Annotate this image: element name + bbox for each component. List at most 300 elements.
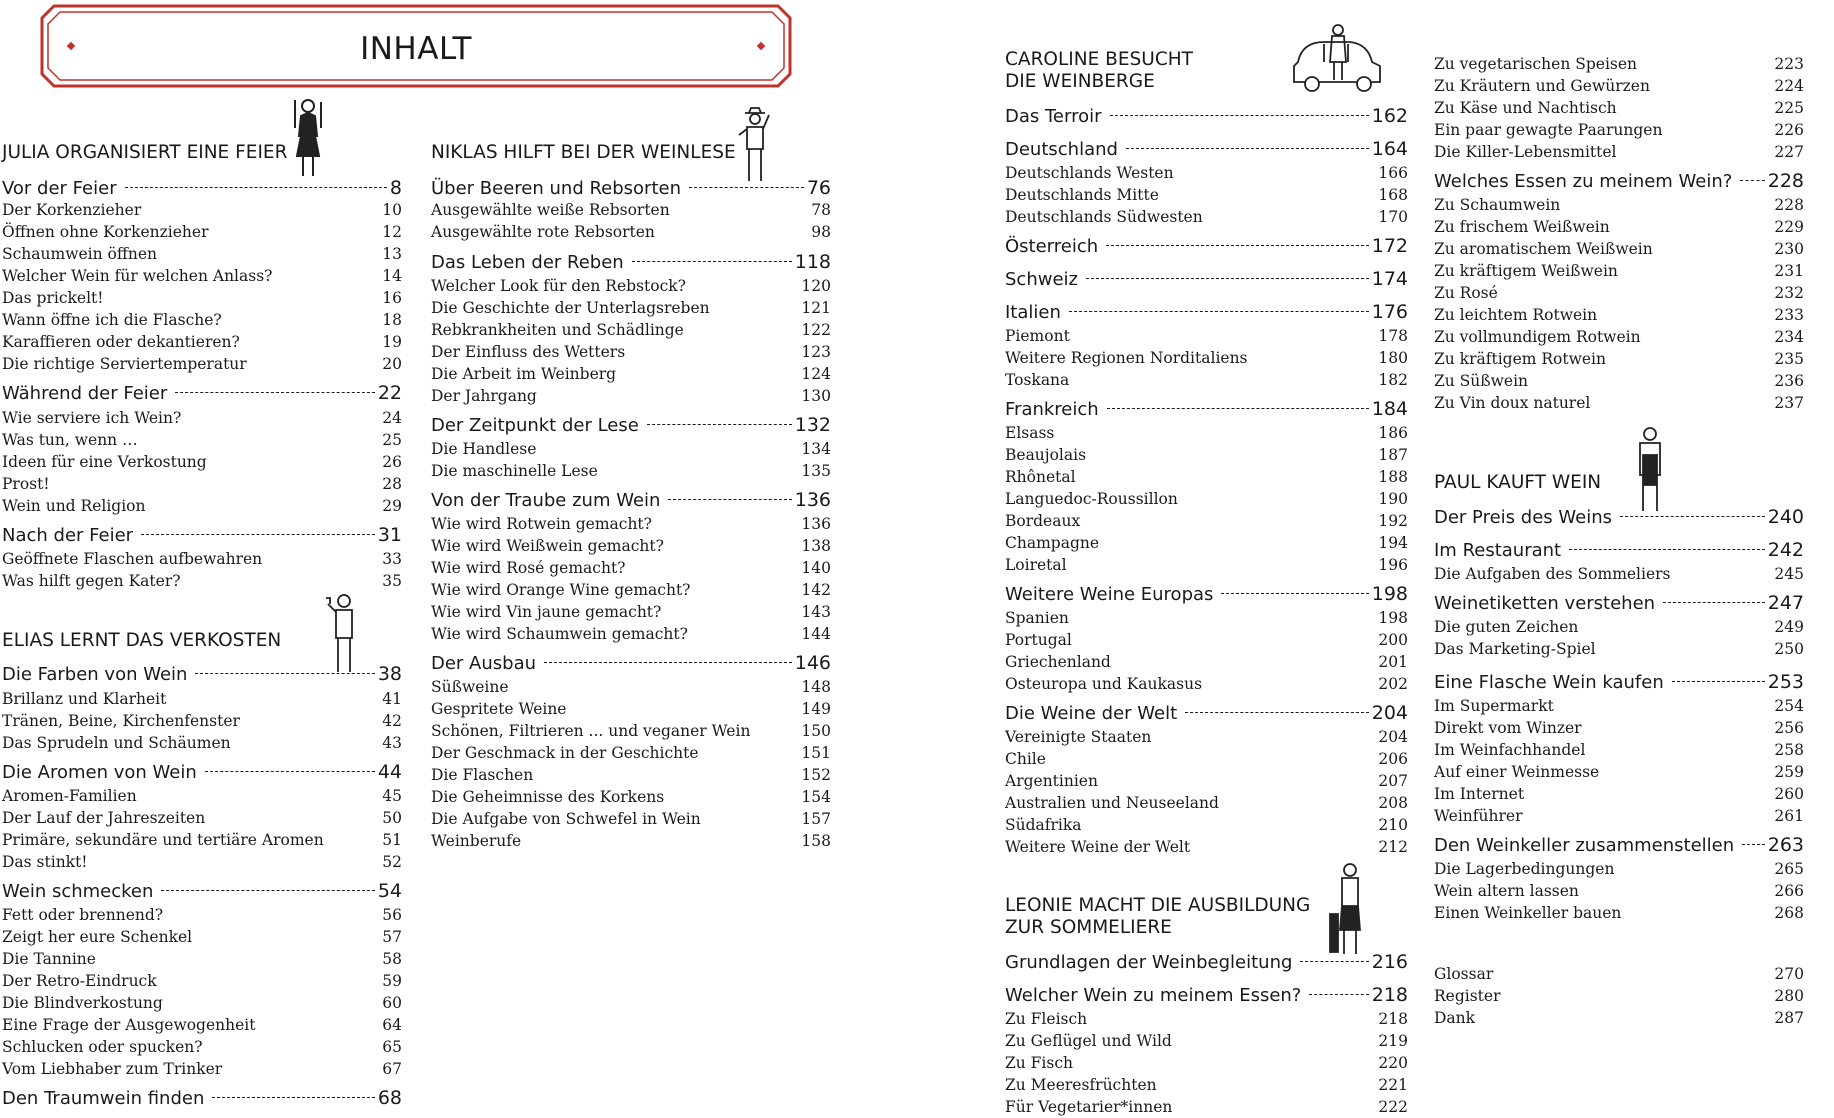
- chapter-title: Nach der Feier: [2, 525, 134, 546]
- chapter-title: Der Zeitpunkt der Lese: [431, 415, 639, 436]
- entry-title: Argentinien: [1005, 772, 1098, 790]
- toc-entry[interactable]: [431, 809, 831, 830]
- toc-entry[interactable]: [1434, 964, 1804, 985]
- toc-entry[interactable]: [2, 830, 402, 851]
- toc-entry[interactable]: [1434, 740, 1804, 761]
- toc-entry[interactable]: [1434, 784, 1804, 805]
- entry-page-number: 12: [382, 223, 402, 241]
- chapter-title: Wein schmecken: [2, 881, 154, 902]
- toc-entry[interactable]: [431, 276, 831, 297]
- toc-entry[interactable]: [2, 993, 402, 1014]
- julia-illustration-icon: [283, 96, 333, 180]
- entry-title: Wie wird Weißwein gemacht?: [431, 537, 664, 555]
- toc-entry[interactable]: [1005, 1053, 1408, 1074]
- chapter-heading[interactable]: [1434, 505, 1804, 530]
- toc-entry[interactable]: [2, 689, 402, 710]
- entry-page-number: 140: [801, 559, 831, 577]
- entry-title: Zu vollmundigem Rotwein: [1434, 328, 1641, 346]
- chapter-heading[interactable]: [1005, 137, 1408, 162]
- entry-title: Prost!: [2, 475, 50, 493]
- entry-title: Weitere Weine der Welt: [1005, 838, 1191, 856]
- chapter-title: Den Weinkeller zusammenstellen: [1434, 835, 1735, 856]
- entry-page-number: 136: [801, 515, 831, 533]
- chapter-heading[interactable]: [1005, 234, 1408, 259]
- toc-entry[interactable]: [1434, 195, 1804, 216]
- toc-entry[interactable]: [2, 1015, 402, 1036]
- chapter-page-number: 247: [1767, 592, 1804, 614]
- toc-entry[interactable]: [1005, 445, 1408, 466]
- section-title: [1434, 472, 1601, 494]
- toc-entry[interactable]: [2, 733, 402, 754]
- entry-title: Weinführer: [1434, 807, 1523, 825]
- toc-entry[interactable]: [431, 320, 831, 341]
- entry-page-number: 256: [1774, 719, 1804, 737]
- toc-entry[interactable]: [1005, 467, 1408, 488]
- dash-leader: [1663, 602, 1765, 603]
- toc-entry[interactable]: [2, 266, 402, 287]
- toc-entry[interactable]: [1434, 76, 1804, 97]
- entry-title: Schlucken oder spucken?: [2, 1038, 203, 1056]
- dash-leader: [1672, 681, 1765, 682]
- chapter-page-number: 176: [1371, 301, 1408, 323]
- section-title-line: NIKLAS HILFT BEI DER WEINLESE: [431, 142, 736, 163]
- toc-entry[interactable]: [2, 905, 402, 926]
- toc-entry[interactable]: [1005, 727, 1408, 748]
- toc-entry[interactable]: [431, 558, 831, 579]
- chapter-title: Den Traumwein finden: [2, 1088, 205, 1109]
- toc-entry[interactable]: [1434, 120, 1804, 141]
- toc-entry[interactable]: [1434, 903, 1804, 924]
- toc-entry[interactable]: [2, 1059, 402, 1080]
- toc-entry[interactable]: [1005, 749, 1408, 770]
- toc-entry[interactable]: [2, 332, 402, 353]
- toc-entry[interactable]: [431, 580, 831, 601]
- entry-title: Der Einfluss des Wetters: [431, 343, 626, 361]
- entry-page-number: 135: [801, 462, 831, 480]
- entry-page-number: 51: [382, 831, 402, 849]
- entry-title: Zu aromatischem Weißwein: [1434, 240, 1653, 258]
- chapter-heading[interactable]: [1005, 104, 1408, 129]
- toc-entry[interactable]: [1005, 1009, 1408, 1030]
- dash-leader: [1086, 278, 1369, 279]
- chapter-heading[interactable]: [2, 760, 402, 785]
- toc-entry[interactable]: [1005, 207, 1408, 228]
- dash-leader: [1069, 311, 1369, 312]
- entry-title: Ausgewählte rote Rebsorten: [431, 223, 655, 241]
- toc-entry[interactable]: [2, 852, 402, 873]
- entry-title: Im Weinfachhandel: [1434, 741, 1586, 759]
- entry-page-number: 212: [1378, 838, 1408, 856]
- toc-entry[interactable]: [431, 386, 831, 407]
- entry-page-number: 59: [382, 972, 402, 990]
- dash-leader: [1740, 180, 1764, 181]
- entry-title: Zu Rosé: [1434, 284, 1498, 302]
- toc-entry[interactable]: [431, 298, 831, 319]
- entry-page-number: 265: [1774, 860, 1804, 878]
- entry-title: Ausgewählte weiße Rebsorten: [431, 201, 670, 219]
- entry-title: Direkt vom Winzer: [1434, 719, 1582, 737]
- chapter-heading[interactable]: [1005, 300, 1408, 325]
- toc-entry[interactable]: [1434, 1008, 1804, 1029]
- entry-title: Griechenland: [1005, 653, 1111, 671]
- entry-page-number: 123: [801, 343, 831, 361]
- chapter-heading[interactable]: [1434, 169, 1804, 194]
- toc-entry[interactable]: [431, 699, 831, 720]
- entry-title: Das prickelt!: [2, 289, 104, 307]
- entry-title: Im Internet: [1434, 785, 1525, 803]
- toc-entry[interactable]: [1434, 564, 1804, 585]
- entry-title: Loiretal: [1005, 556, 1067, 574]
- toc-entry[interactable]: [431, 624, 831, 645]
- entry-title: Die Arbeit im Weinberg: [431, 365, 617, 383]
- entry-page-number: 245: [1774, 565, 1804, 583]
- dash-leader: [161, 890, 374, 891]
- entry-page-number: 65: [382, 1038, 402, 1056]
- toc-entry[interactable]: [2, 222, 402, 243]
- chapter-page-number: 240: [1767, 506, 1804, 528]
- toc-entry[interactable]: [1005, 185, 1408, 206]
- entry-title: Wein altern lassen: [1434, 882, 1579, 900]
- entry-title: Zu leichtem Rotwein: [1434, 306, 1598, 324]
- toc-entry[interactable]: [1005, 370, 1408, 391]
- entry-title: Welcher Look für den Rebstock?: [431, 277, 686, 295]
- chapter-page-number: 22: [377, 382, 402, 404]
- dash-leader: [632, 261, 792, 262]
- toc-entry[interactable]: [1434, 239, 1804, 260]
- toc-entry[interactable]: [431, 831, 831, 852]
- entry-title: Champagne: [1005, 534, 1100, 552]
- entry-title: Der Korkenzieher: [2, 201, 142, 219]
- entry-page-number: 227: [1774, 143, 1804, 161]
- entry-page-number: 232: [1774, 284, 1804, 302]
- entry-title: Der Lauf der Jahreszeiten: [2, 809, 206, 827]
- entry-page-number: 58: [382, 950, 402, 968]
- entry-title: Was tun, wenn …: [2, 431, 138, 449]
- toc-entry[interactable]: [2, 430, 402, 451]
- entry-page-number: 204: [1378, 728, 1408, 746]
- toc-entry[interactable]: [1005, 608, 1408, 629]
- entry-title: Wie wird Vin jaune gemacht?: [431, 603, 662, 621]
- toc-entry[interactable]: [1005, 815, 1408, 836]
- entry-page-number: 254: [1774, 697, 1804, 715]
- toc-entry[interactable]: [2, 1037, 402, 1058]
- dash-leader: [544, 662, 792, 663]
- chapter-page-number: 76: [806, 177, 831, 199]
- entry-page-number: 187: [1378, 446, 1408, 464]
- chapter-heading[interactable]: [2, 879, 402, 904]
- entry-page-number: 56: [382, 906, 402, 924]
- entry-title: Wie wird Rosé gemacht?: [431, 559, 626, 577]
- entry-title: Wie wird Rotwein gemacht?: [431, 515, 652, 533]
- entry-title: Zu vegetarischen Speisen: [1434, 55, 1638, 73]
- section-title: [2, 142, 287, 164]
- toc-entry[interactable]: [1434, 217, 1804, 238]
- toc-entry[interactable]: [1005, 652, 1408, 673]
- entry-title: Osteuropa und Kaukasus: [1005, 675, 1203, 693]
- chapter-heading[interactable]: [1434, 538, 1804, 563]
- toc-entry[interactable]: [1434, 305, 1804, 326]
- chapter-title: Die Weine der Welt: [1005, 703, 1178, 724]
- toc-entry[interactable]: [1434, 393, 1804, 414]
- chapter-heading[interactable]: [2, 381, 402, 406]
- entry-page-number: 98: [811, 223, 831, 241]
- entry-title: Wie serviere ich Wein?: [2, 409, 182, 427]
- toc-entry[interactable]: [1434, 762, 1804, 783]
- toc-entry[interactable]: [1434, 54, 1804, 75]
- toc-entry[interactable]: [1434, 881, 1804, 902]
- section-title-line: DIE WEINBERGE: [1005, 71, 1155, 92]
- entry-page-number: 260: [1774, 785, 1804, 803]
- chapter-page-number: 44: [377, 761, 402, 783]
- toc-entry[interactable]: [1434, 371, 1804, 392]
- chapter-page-number: 54: [377, 880, 402, 902]
- chapter-heading[interactable]: [2, 176, 402, 201]
- toc-entry[interactable]: [431, 439, 831, 460]
- dash-leader: [141, 534, 375, 535]
- entry-title: Der Geschmack in der Geschichte: [431, 744, 699, 762]
- toc-entry[interactable]: [1434, 142, 1804, 163]
- entry-title: Zu Süßwein: [1434, 372, 1529, 390]
- chapter-heading[interactable]: [1005, 701, 1408, 726]
- toc-entry[interactable]: [431, 787, 831, 808]
- entry-page-number: 210: [1378, 816, 1408, 834]
- entry-page-number: 134: [801, 440, 831, 458]
- entry-title: Die Handlese: [431, 440, 537, 458]
- chapter-title: Das Terroir: [1005, 106, 1102, 127]
- toc-entry[interactable]: [2, 452, 402, 473]
- chapter-title: Eine Flasche Wein kaufen: [1434, 672, 1664, 693]
- entry-page-number: 170: [1378, 208, 1408, 226]
- toc-entry[interactable]: [2, 711, 402, 732]
- entry-page-number: 182: [1378, 371, 1408, 389]
- toc-entry[interactable]: [1434, 859, 1804, 880]
- chapter-heading[interactable]: [1005, 267, 1408, 292]
- toc-entry[interactable]: [1005, 1031, 1408, 1052]
- toc-entry[interactable]: [1434, 718, 1804, 739]
- entry-page-number: 188: [1378, 468, 1408, 486]
- dash-leader: [1569, 549, 1765, 550]
- entry-title: Die Tannine: [2, 950, 96, 968]
- entry-page-number: 143: [801, 603, 831, 621]
- entry-page-number: 206: [1378, 750, 1408, 768]
- dash-leader: [1185, 712, 1369, 713]
- toc-entry[interactable]: [1434, 617, 1804, 638]
- chapter-title: Deutschland: [1005, 139, 1118, 160]
- toc-entry[interactable]: [431, 536, 831, 557]
- entry-page-number: 13: [382, 245, 402, 263]
- entry-title: Gespritete Weine: [431, 700, 567, 718]
- toc-entry[interactable]: [1434, 986, 1804, 1007]
- chapter-heading[interactable]: [431, 413, 831, 438]
- toc-entry[interactable]: [2, 288, 402, 309]
- toc-entry[interactable]: [431, 743, 831, 764]
- entry-title: Was hilft gegen Kater?: [2, 572, 181, 590]
- entry-page-number: 233: [1774, 306, 1804, 324]
- chapter-page-number: 216: [1371, 951, 1408, 973]
- entry-title: Deutschlands Mitte: [1005, 186, 1159, 204]
- toc-entry[interactable]: [2, 354, 402, 375]
- chapter-page-number: 146: [794, 652, 831, 674]
- toc-entry[interactable]: [2, 927, 402, 948]
- toc-entry[interactable]: [431, 342, 831, 363]
- toc-entry[interactable]: [1005, 423, 1408, 444]
- chapter-heading[interactable]: [431, 488, 831, 513]
- toc-entry[interactable]: [2, 244, 402, 265]
- toc-entry[interactable]: [431, 765, 831, 786]
- toc-entry[interactable]: [2, 474, 402, 495]
- chapter-heading[interactable]: [431, 651, 831, 676]
- entry-page-number: 236: [1774, 372, 1804, 390]
- toc-entry[interactable]: [431, 514, 831, 535]
- dash-leader: [1110, 115, 1369, 116]
- toc-entry[interactable]: [1005, 1097, 1408, 1118]
- dash-leader: [205, 771, 375, 772]
- entry-page-number: 122: [801, 321, 831, 339]
- toc-entry[interactable]: [1005, 348, 1408, 369]
- chapter-heading[interactable]: [1005, 397, 1408, 422]
- entry-page-number: 148: [801, 678, 831, 696]
- toc-entry[interactable]: [1005, 326, 1408, 347]
- entry-title: Zu frischem Weißwein: [1434, 218, 1610, 236]
- entry-title: Auf einer Weinmesse: [1434, 763, 1600, 781]
- toc-entry[interactable]: [1434, 639, 1804, 660]
- entry-page-number: 10: [382, 201, 402, 219]
- entry-title: Beaujolais: [1005, 446, 1087, 464]
- toc-entry[interactable]: [2, 496, 402, 517]
- entry-page-number: 207: [1378, 772, 1408, 790]
- entry-page-number: 149: [801, 700, 831, 718]
- entry-page-number: 18: [382, 311, 402, 329]
- chapter-heading[interactable]: [431, 250, 831, 275]
- entry-page-number: 249: [1774, 618, 1804, 636]
- toc-entry[interactable]: [1434, 98, 1804, 119]
- chapter-heading[interactable]: [1005, 983, 1408, 1008]
- entry-title: Die Blindverkostung: [2, 994, 163, 1012]
- chapter-page-number: 184: [1371, 398, 1408, 420]
- chapter-title: Der Preis des Weins: [1434, 507, 1612, 528]
- toc-entry[interactable]: [2, 949, 402, 970]
- toc-entry[interactable]: [1434, 261, 1804, 282]
- toc-entry[interactable]: [1005, 630, 1408, 651]
- entry-page-number: 229: [1774, 218, 1804, 236]
- entry-title: Ein paar gewagte Paarungen: [1434, 121, 1663, 139]
- toc-entry[interactable]: [2, 571, 402, 592]
- toc-entry[interactable]: [1005, 1075, 1408, 1096]
- toc-entry[interactable]: [1434, 806, 1804, 827]
- toc-entry[interactable]: [1434, 696, 1804, 717]
- toc-entry[interactable]: [431, 200, 831, 221]
- entry-title: Die guten Zeichen: [1434, 618, 1579, 636]
- section-title-line: ZUR SOMMELIERE: [1005, 917, 1172, 938]
- chapter-heading[interactable]: [1434, 833, 1804, 858]
- toc-entry[interactable]: [1434, 283, 1804, 304]
- toc-entry[interactable]: [2, 549, 402, 570]
- chapter-title: Grundlagen der Weinbegleitung: [1005, 952, 1293, 973]
- toc-entry[interactable]: [431, 461, 831, 482]
- entry-page-number: 198: [1378, 609, 1408, 627]
- entry-page-number: 200: [1378, 631, 1408, 649]
- entry-page-number: 180: [1378, 349, 1408, 367]
- entry-title: Das Sprudeln und Schäumen: [2, 734, 231, 752]
- toc-entry[interactable]: [1005, 511, 1408, 532]
- entry-title: Rebkrankheiten und Schädlinge: [431, 321, 684, 339]
- toc-entry[interactable]: [1005, 163, 1408, 184]
- toc-entry[interactable]: [431, 602, 831, 623]
- toc-entry[interactable]: [1434, 349, 1804, 370]
- toc-entry[interactable]: [431, 677, 831, 698]
- entry-page-number: 144: [801, 625, 831, 643]
- chapter-title: Die Farben von Wein: [2, 664, 188, 685]
- entry-title: Südafrika: [1005, 816, 1082, 834]
- chapter-title: Vor der Feier: [2, 178, 117, 199]
- chapter-heading[interactable]: [1434, 670, 1804, 695]
- entry-title: Die Geheimnisse des Korkens: [431, 788, 665, 806]
- entry-title: Fett oder brennend?: [2, 906, 164, 924]
- entry-title: Der Jahrgang: [431, 387, 537, 405]
- entry-page-number: 202: [1378, 675, 1408, 693]
- toc-entry[interactable]: [1005, 793, 1408, 814]
- entry-page-number: 41: [382, 690, 402, 708]
- entry-title: Zu Vin doux naturel: [1434, 394, 1591, 412]
- toc-entry[interactable]: [1005, 771, 1408, 792]
- entry-page-number: 201: [1378, 653, 1408, 671]
- chapter-page-number: 136: [794, 489, 831, 511]
- chapter-heading[interactable]: [1005, 582, 1408, 607]
- entry-title: Für Vegetarier*innen: [1005, 1098, 1173, 1116]
- entry-title: Zeigt her eure Schenkel: [2, 928, 193, 946]
- chapter-heading[interactable]: [1434, 591, 1804, 616]
- section-title: [1005, 49, 1193, 93]
- elias-illustration-icon: [322, 592, 362, 677]
- entry-page-number: 154: [801, 788, 831, 806]
- toc-entry[interactable]: [1434, 327, 1804, 348]
- toc-entry[interactable]: [1005, 837, 1408, 858]
- entry-title: Wie wird Schaumwein gemacht?: [431, 625, 688, 643]
- dash-leader: [1620, 516, 1765, 517]
- toc-entry[interactable]: [2, 808, 402, 829]
- entry-title: Primäre, sekundäre und tertiäre Aromen: [2, 831, 324, 849]
- chapter-title: Weinetiketten verstehen: [1434, 593, 1656, 614]
- toc-entry[interactable]: [2, 310, 402, 331]
- chapter-title: Welches Essen zu meinem Wein?: [1434, 171, 1733, 192]
- dash-leader: [1107, 408, 1369, 409]
- toc-entry[interactable]: [2, 786, 402, 807]
- entry-page-number: 14: [382, 267, 402, 285]
- entry-title: Im Supermarkt: [1434, 697, 1554, 715]
- toc-entry[interactable]: [2, 200, 402, 221]
- entry-title: Chile: [1005, 750, 1046, 768]
- toc-entry[interactable]: [1005, 674, 1408, 695]
- toc-entry[interactable]: [431, 364, 831, 385]
- entry-title: Die Lagerbedingungen: [1434, 860, 1615, 878]
- entry-page-number: 220: [1378, 1054, 1408, 1072]
- entry-title: Zu Kräutern und Gewürzen: [1434, 77, 1650, 95]
- toc-entry[interactable]: [2, 971, 402, 992]
- chapter-heading[interactable]: [2, 523, 402, 548]
- entry-title: Toskana: [1005, 371, 1070, 389]
- toc-entry[interactable]: [1005, 555, 1408, 576]
- toc-entry[interactable]: [431, 222, 831, 243]
- entry-title: Aromen-Familien: [2, 787, 137, 805]
- chapter-heading[interactable]: [2, 1086, 402, 1111]
- entry-page-number: 28: [382, 475, 402, 493]
- toc-entry[interactable]: [1005, 489, 1408, 510]
- toc-entry[interactable]: [2, 408, 402, 429]
- entry-title: Karaffieren oder dekantieren?: [2, 333, 240, 351]
- toc-entry[interactable]: [431, 721, 831, 742]
- toc-entry[interactable]: [1005, 533, 1408, 554]
- entry-page-number: 43: [382, 734, 402, 752]
